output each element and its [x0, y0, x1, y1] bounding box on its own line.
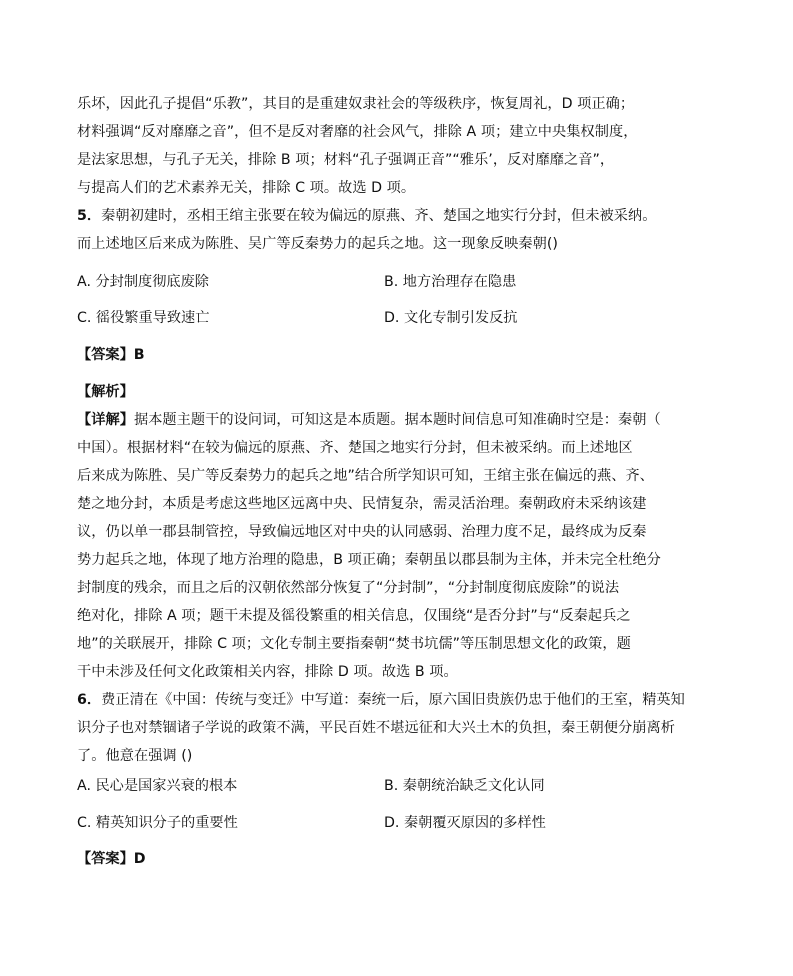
q6-answer-tag: 【答案】	[77, 851, 134, 867]
q6-option-d: D. 秦朝覆灭原因的多样性	[384, 815, 546, 831]
q5-detail-line-5: 议，仍以单一郡县制管控，导致偏远地区对中央的认同感弱、治理力度不足，最终成为反秦	[77, 524, 647, 540]
q5-detail-line-7: 封制度的残余，而且之后的汉朝依然部分恢复了“分封制”，“分封制度彻底废除”的说法	[77, 580, 620, 596]
q4-explanation-line-1: 乐坏，因此孔子提倡“乐教”，其目的是重建奴隶社会的等级秩序，恢复周礼，D 项正确；	[77, 96, 635, 112]
q5-analysis-tag: 【解析】	[77, 384, 134, 400]
q5-detail-line-9: 地”的关联展开，排除 C 项；文化专制主要指秦朝“焚书坑儒”等压制思想文化的政策，题	[77, 636, 631, 652]
q6-option-a: A. 民心是国家兴衰的根本	[77, 778, 238, 794]
q5-detail-line-10: 干中未涉及任何文化政策相关内容，排除 D 项。故选 B 项。	[77, 664, 458, 680]
q5-detail-line-3: 后来成为陈胜、吴广等反秦势力的起兵之地”结合所学知识可知，王绾主张在偏远的燕、齐、	[77, 468, 654, 484]
q5-detail-line-1	[77, 410, 661, 430]
q4-explanation-line-2: 材料强调“反对靡靡之音”，但不是反对奢靡的社会风气，排除 A 项；建立中央集权制度，	[77, 124, 638, 140]
q5-number: 5．	[77, 208, 102, 224]
q5-detail-line-8: 绝对化，排除 A 项；题干未提及徭役繁重的相关信息，仅围绕“是否分封”与“反秦起兵之	[77, 608, 631, 624]
q6-answer	[77, 849, 146, 869]
q6-stem-line-3: 了。他意在强调 ()	[77, 748, 193, 764]
q4-explanation-line-3: 是法家思想，与孔子无关，排除 B 项；材料“孔子强调正音”“雅乐’，反对靡靡之音”，	[77, 152, 615, 168]
q6-number: 6．	[77, 692, 102, 708]
q6-stem-text-1: 费正清在《中国：传统与变迁》中写道：秦统一后，原六国旧贵族仍忠于他们的王室，精英知	[101, 692, 685, 708]
q5-option-a: A. 分封制度彻底废除	[77, 274, 209, 290]
q4-explanation-line-4: 与提高人们的艺术素养无关，排除 C 项。故选 D 项。	[77, 180, 416, 196]
q6-answer-value: D	[133, 851, 146, 867]
q6-option-c: C. 精英知识分子的重要性	[77, 815, 238, 831]
q5-detail-line-2: 中国）。根据材料“在较为偏远的原燕、齐、楚国之地实行分封，但未被采纳。而上述地区	[77, 440, 633, 456]
q5-detail-line-6: 势力起兵之地，体现了地方治理的隐患，B 项正确；秦朝虽以郡县制为主体，并未完全杜绝分	[77, 552, 661, 568]
q5-detail-text-1: 据本题主题干的设问词，可知这是本质题。据本题时间信息可知准确时空是：秦朝（	[133, 412, 661, 428]
q5-stem-line-2: 而上述地区后来成为陈胜、吴广等反秦势力的起兵之地。这一现象反映秦朝()	[77, 236, 559, 252]
q5-answer-tag: 【答案】	[77, 347, 134, 363]
q6-stem-line-1	[77, 690, 685, 710]
q5-detail-line-4: 楚之地分封，本质是考虑这些地区远离中央、民情复杂，需灵活治理。秦朝政府未采纳该建	[77, 496, 647, 512]
q5-answer	[77, 345, 145, 365]
q5-option-b: B. 地方治理存在隐患	[384, 274, 517, 290]
q5-option-d: D. 文化专制引发反抗	[384, 310, 518, 326]
q5-option-c: C. 徭役繁重导致速亡	[77, 310, 210, 326]
q5-answer-value: B	[133, 347, 145, 363]
q5-stem-text-1: 秦朝初建时，丞相王绾主张要在较为偏远的原燕、齐、楚国之地实行分封，但未被采纳。	[101, 208, 657, 224]
q5-stem-line-1	[77, 206, 656, 226]
q6-option-b: B. 秦朝统治缺乏文化认同	[384, 778, 545, 794]
q5-detail-tag: 【详解】	[77, 412, 134, 428]
q6-stem-line-2: 识分子也对禁锢诸子学说的政策不满，平民百姓不堪远征和大兴土木的负担，秦王朝便分崩离析	[77, 720, 675, 736]
